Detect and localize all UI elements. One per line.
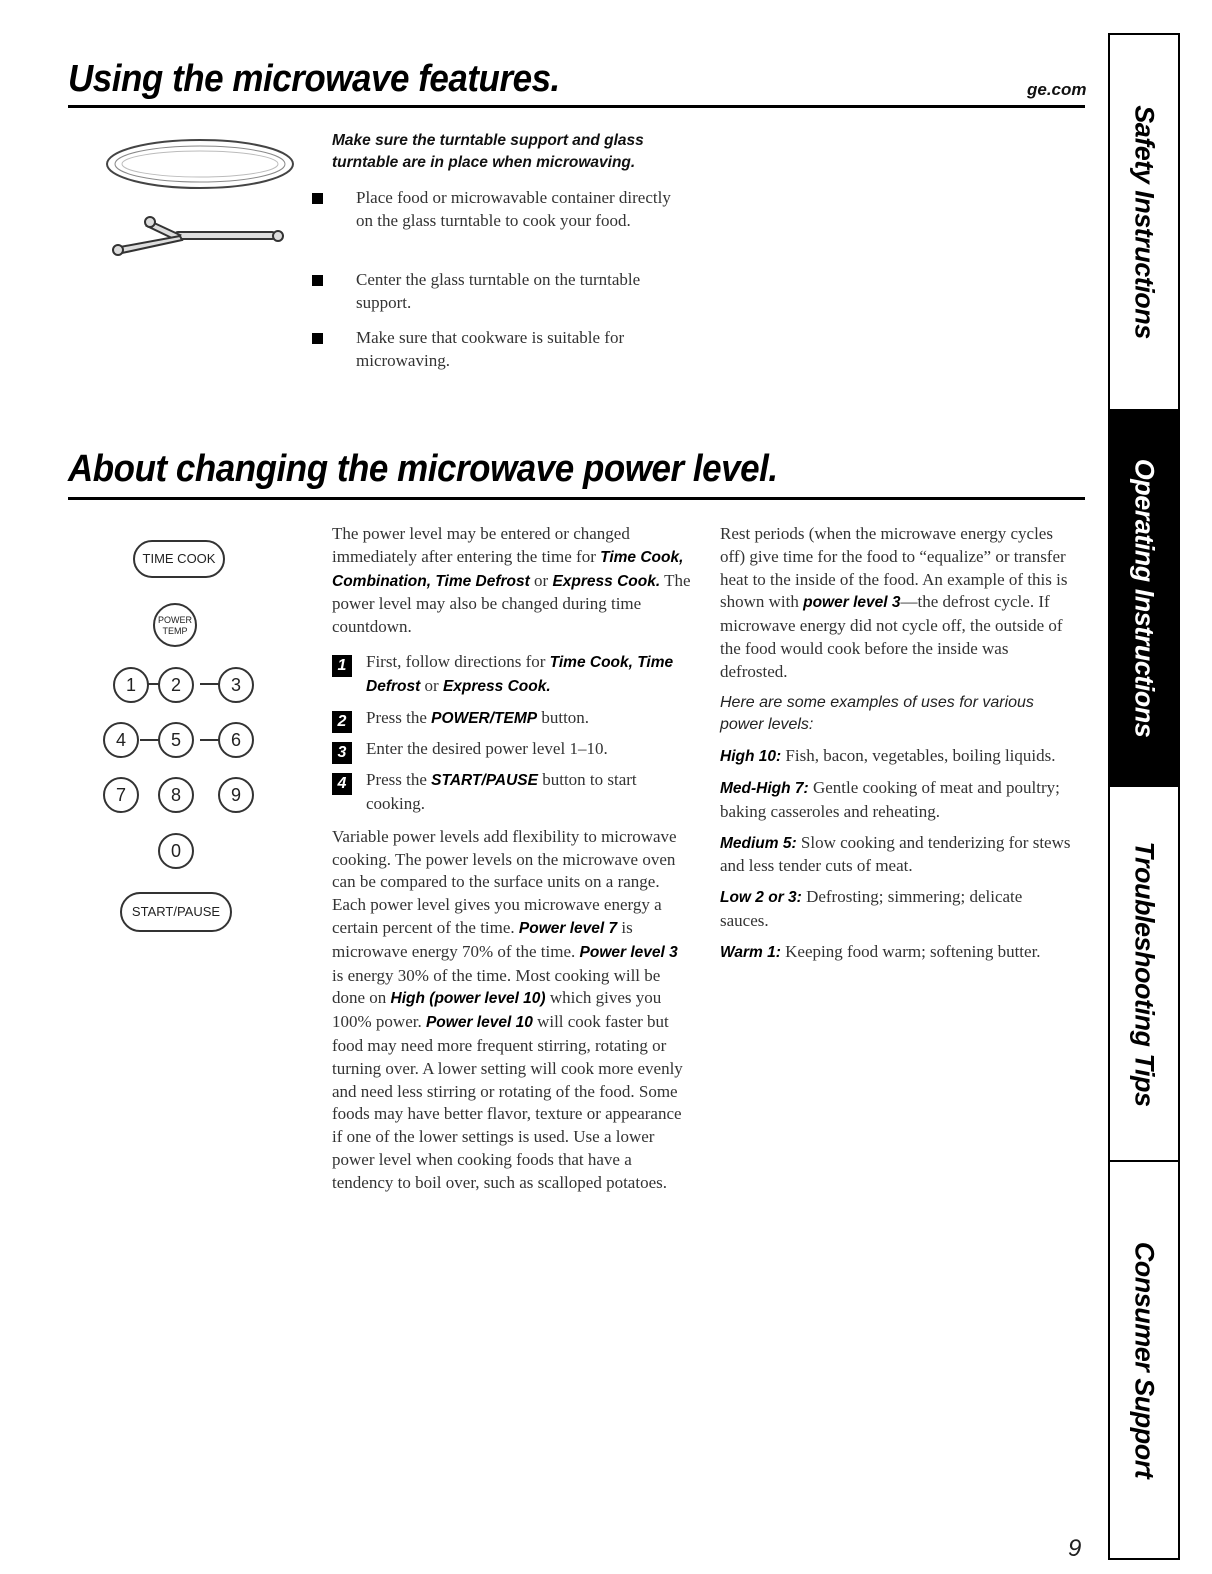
example-high: High 10: Fish, bacon, vegetables, boiling liquids. bbox=[720, 746, 1056, 766]
section-rule bbox=[68, 497, 1085, 500]
header-rule bbox=[68, 105, 1085, 108]
key-4: 4 bbox=[103, 722, 139, 758]
examples-heading: Here are some examples of uses for various power levels: bbox=[720, 693, 1034, 734]
tab-troubleshooting-tips[interactable]: Troubleshooting Tips bbox=[1110, 787, 1178, 1162]
step-1: 1 First, follow directions for Time Cook, Time Defrost or Express Cook. bbox=[332, 651, 692, 699]
key-5: 5 bbox=[158, 722, 194, 758]
list-item: Make sure that cookware is suitable for microwaving. bbox=[312, 326, 692, 372]
variable-power-paragraph: Variable power levels add flexibility to microwave cooking. The power levels on the microwave oven can be compared to the surface units on a range. Each power level gives you microwave energy a certain percent of the time. Power level 7 is microwave energy 70% of the time. Power level 3 is energy 30% of the time. Most cooking will be done on High (power level 10) which gives you 100% power. Power level 10 will cook faster but food may need more frequent stirring, rotating or turning over. A lower setting will cook more evenly and need less stirring or rotating of the food. Some foods may have better flavor, texture or appearance if one of the lower settings is used. Use a lower power level when cooking foods that have a tendency to boil over, such as scalloped potatoes. bbox=[332, 826, 683, 1192]
glass-turntable-icon bbox=[107, 140, 293, 188]
example-low: Low 2 or 3: Defrosting; simmering; delicate sauces. bbox=[720, 887, 1023, 930]
key-8: 8 bbox=[158, 777, 194, 813]
section-tabs bbox=[1108, 33, 1180, 1560]
turntable-illustration bbox=[100, 132, 300, 267]
bullet-icon bbox=[312, 333, 323, 344]
step-3: 3 Enter the desired power level 1–10. bbox=[332, 738, 692, 761]
power-label: POWER bbox=[157, 615, 192, 625]
site-link[interactable]: ge.com bbox=[1027, 80, 1087, 99]
start-pause-key: START/PAUSE bbox=[120, 892, 232, 932]
tab-consumer-support[interactable]: Consumer Support bbox=[1129, 1241, 1160, 1479]
key-3: 3 bbox=[218, 667, 254, 703]
rest-periods-column bbox=[720, 523, 1075, 965]
time-cook-key: TIME COOK bbox=[133, 540, 225, 578]
key-1: 1 bbox=[113, 667, 149, 703]
step-4: 4 Press the START/PAUSE button to start cooking. bbox=[332, 769, 692, 816]
list-item: Place food or microwavable container directly on the glass turntable to cook your food. bbox=[312, 186, 692, 232]
key-0: 0 bbox=[158, 833, 194, 869]
rest-paragraph: Rest periods (when the microwave energy cycles off) give time for the food to “equalize” or transfer heat to the inside of the food. An example of this is shown with power level 3—the defrost cycle. If microwave energy did not cycle off, the outside of the food would cook before the inside was defrosted. bbox=[720, 524, 1068, 681]
key-7: 7 bbox=[103, 777, 139, 813]
intro-paragraph: The power level may be entered or changed immediately after entering the time for Time Cook, Combination, Time Defrost or Express Cook. The power level may also be changed during time countdown. bbox=[332, 524, 691, 637]
power-level-column bbox=[332, 523, 692, 1195]
turntable-heading: Make sure the turntable support and glass turntable are in place when microwaving. bbox=[332, 132, 644, 171]
key-2: 2 bbox=[158, 667, 194, 703]
example-med-high: Med-High 7: Gentle cooking of meat and poultry; baking casseroles and reheating. bbox=[720, 777, 1060, 821]
page-number: 9 bbox=[1068, 1535, 1082, 1562]
page-title: Using the microwave features. bbox=[68, 58, 560, 100]
turntable-support-icon bbox=[113, 217, 283, 255]
step-number-3: 3 bbox=[332, 742, 352, 764]
temp-label: TEMP bbox=[162, 626, 188, 636]
bullet-icon bbox=[312, 193, 323, 204]
tab-safety-instructions[interactable]: Safety Instructions bbox=[1110, 35, 1178, 411]
example-warm: Warm 1: Keeping food warm; softening butter. bbox=[720, 941, 1041, 961]
step-number-2: 2 bbox=[332, 711, 352, 733]
power-temp-key bbox=[153, 603, 197, 647]
list-item: Center the glass turntable on the turntable support. bbox=[312, 268, 692, 314]
step-number-1: 1 bbox=[332, 655, 352, 677]
step-number-4: 4 bbox=[332, 773, 352, 795]
key-9: 9 bbox=[218, 777, 254, 813]
tab-operating-instructions[interactable]: Operating Instructions bbox=[1110, 411, 1178, 787]
key-6: 6 bbox=[218, 722, 254, 758]
example-medium: Medium 5: Slow cooking and tenderizing for stews and less tender cuts of meat. bbox=[720, 832, 1071, 876]
step-2: 2 Press the POWER/TEMP button. bbox=[332, 707, 692, 731]
section-title: About changing the microwave power level. bbox=[68, 448, 778, 490]
bullet-icon bbox=[312, 275, 323, 286]
